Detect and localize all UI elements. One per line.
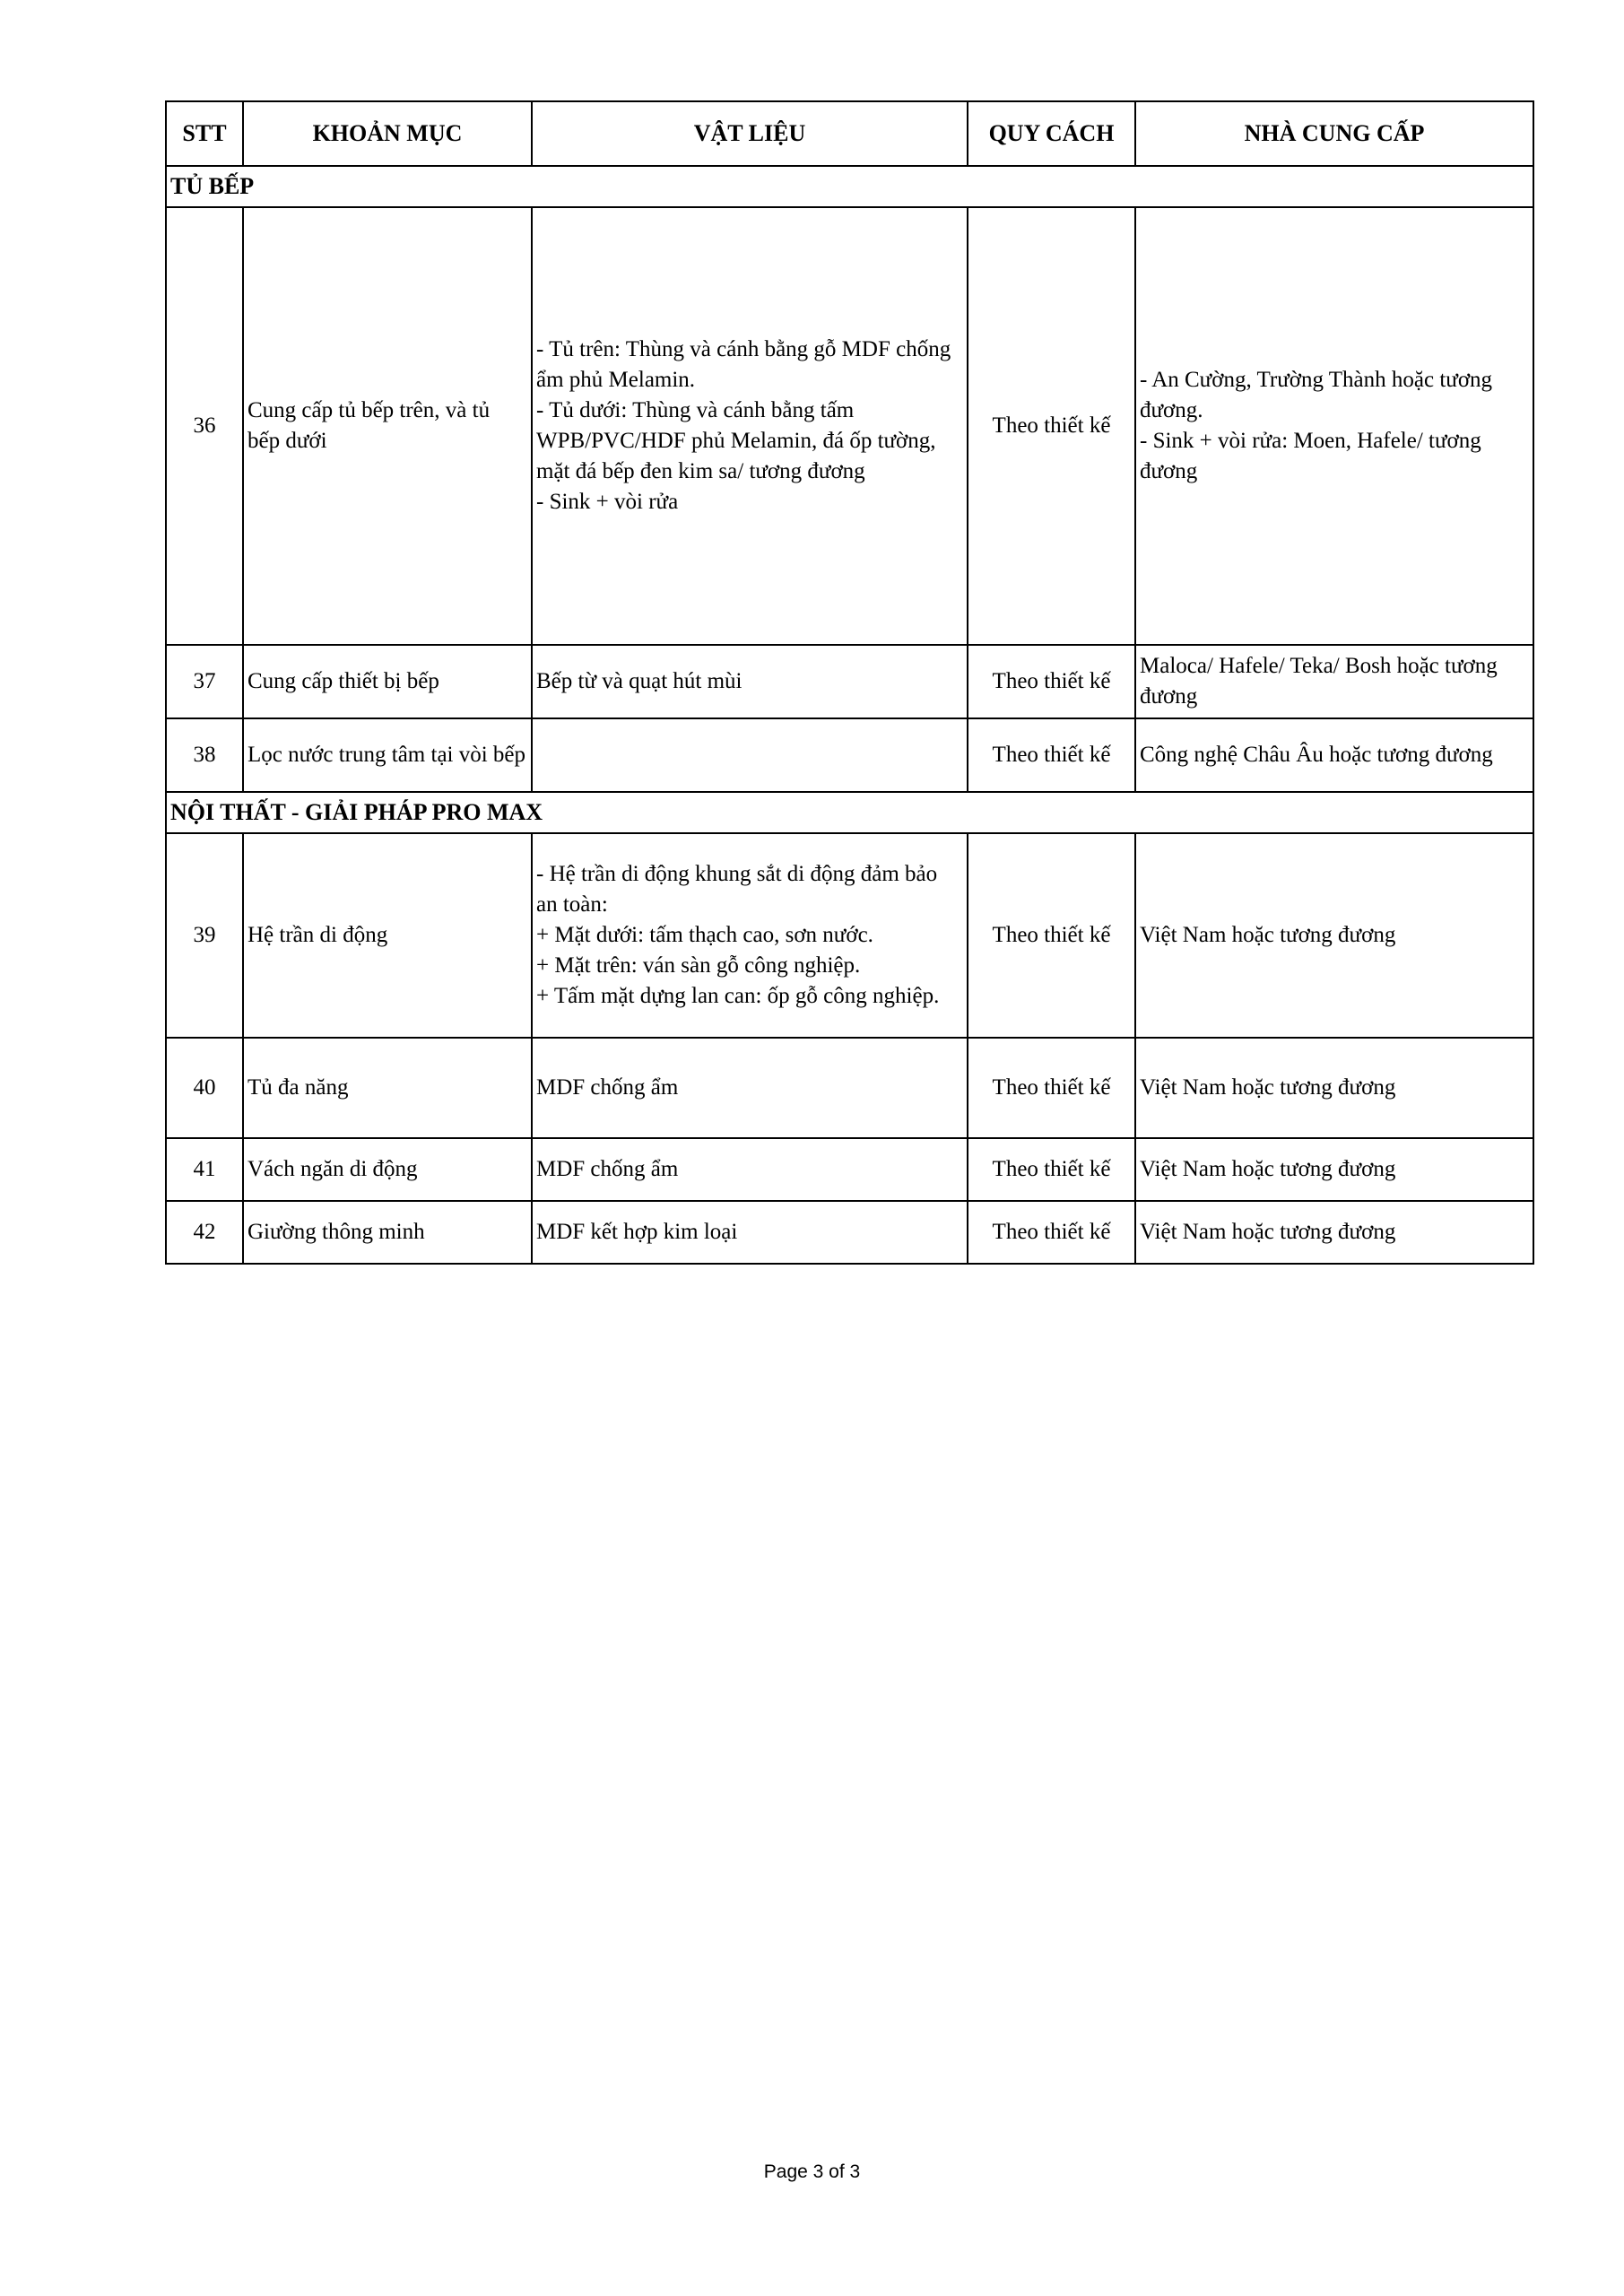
cell-item: Giường thông minh [243,1201,532,1264]
cell-spec: Theo thiết kế [968,645,1135,718]
cell-spec: Theo thiết kế [968,833,1135,1038]
table-row [166,1038,1533,1138]
cell-material: - Hệ trần di động khung sắt di động đảm bảo an toàn: + Mặt dưới: tấm thạch cao, sơn nước. + Mặt trên: ván sàn gỗ công nghiệp. + Tấm mặt dựng lan can: ốp gỗ công nghiệp. [532,833,968,1038]
cell-stt: 39 [166,833,243,1038]
cell-material: Bếp từ và quạt hút mùi [532,645,968,718]
cell-spec: Theo thiết kế [968,207,1135,645]
cell-supplier: - An Cường, Trường Thành hoặc tương đương. - Sink + vòi rửa: Moen, Hafele/ tương đương [1135,207,1533,645]
header-spec: QUY CÁCH [968,101,1135,166]
cell-item: Tủ đa năng [243,1038,532,1138]
cell-item: Cung cấp tủ bếp trên, và tủ bếp dưới [243,207,532,645]
section-title-kitchen: TỦ BẾP [166,166,1533,207]
section-row-interior [166,792,1533,833]
cell-stt: 36 [166,207,243,645]
cell-supplier: Maloca/ Hafele/ Teka/ Bosh hoặc tương đương [1135,645,1533,718]
cell-material: MDF chống ẩm [532,1038,968,1138]
header-supplier: NHÀ CUNG CẤP [1135,101,1533,166]
cell-stt: 40 [166,1038,243,1138]
cell-supplier: Việt Nam hoặc tương đương [1135,1038,1533,1138]
cell-material: - Tủ trên: Thùng và cánh bằng gỗ MDF chống ẩm phủ Melamin. - Tủ dưới: Thùng và cánh bằng tấm WPB/PVC/HDF phủ Melamin, đá ốp tường, mặt đá bếp đen kim sa/ tương đương - Sink + vòi rửa [532,207,968,645]
cell-material [532,718,968,792]
table-row [166,833,1533,1038]
cell-supplier: Công nghệ Châu Âu hoặc tương đương [1135,718,1533,792]
cell-material: MDF chống ẩm [532,1138,968,1201]
table-row [166,1138,1533,1201]
page-number: Page 3 of 3 [763,2161,861,2182]
cell-stt: 41 [166,1138,243,1201]
cell-item: Cung cấp thiết bị bếp [243,645,532,718]
cell-stt: 42 [166,1201,243,1264]
cell-supplier: Việt Nam hoặc tương đương [1135,833,1533,1038]
section-title-interior: NỘI THẤT - GIẢI PHÁP PRO MAX [166,792,1533,833]
cell-stt: 38 [166,718,243,792]
table-row [166,718,1533,792]
cell-spec: Theo thiết kế [968,1201,1135,1264]
cell-item: Lọc nước trung tâm tại vòi bếp [243,718,532,792]
table-row [166,1201,1533,1264]
cell-spec: Theo thiết kế [968,1138,1135,1201]
cell-supplier: Việt Nam hoặc tương đương [1135,1201,1533,1264]
table-row [166,207,1533,645]
cell-supplier: Việt Nam hoặc tương đương [1135,1138,1533,1201]
table-header-row [166,101,1533,166]
header-material: VẬT LIỆU [532,101,968,166]
cell-material: MDF kết hợp kim loại [532,1201,968,1264]
cell-spec: Theo thiết kế [968,1038,1135,1138]
table-row [166,645,1533,718]
header-stt: STT [166,101,243,166]
specification-table [165,100,1534,1265]
cell-item: Hệ trần di động [243,833,532,1038]
cell-spec: Theo thiết kế [968,718,1135,792]
section-row-kitchen [166,166,1533,207]
header-item: KHOẢN MỤC [243,101,532,166]
cell-item: Vách ngăn di động [243,1138,532,1201]
cell-stt: 37 [166,645,243,718]
